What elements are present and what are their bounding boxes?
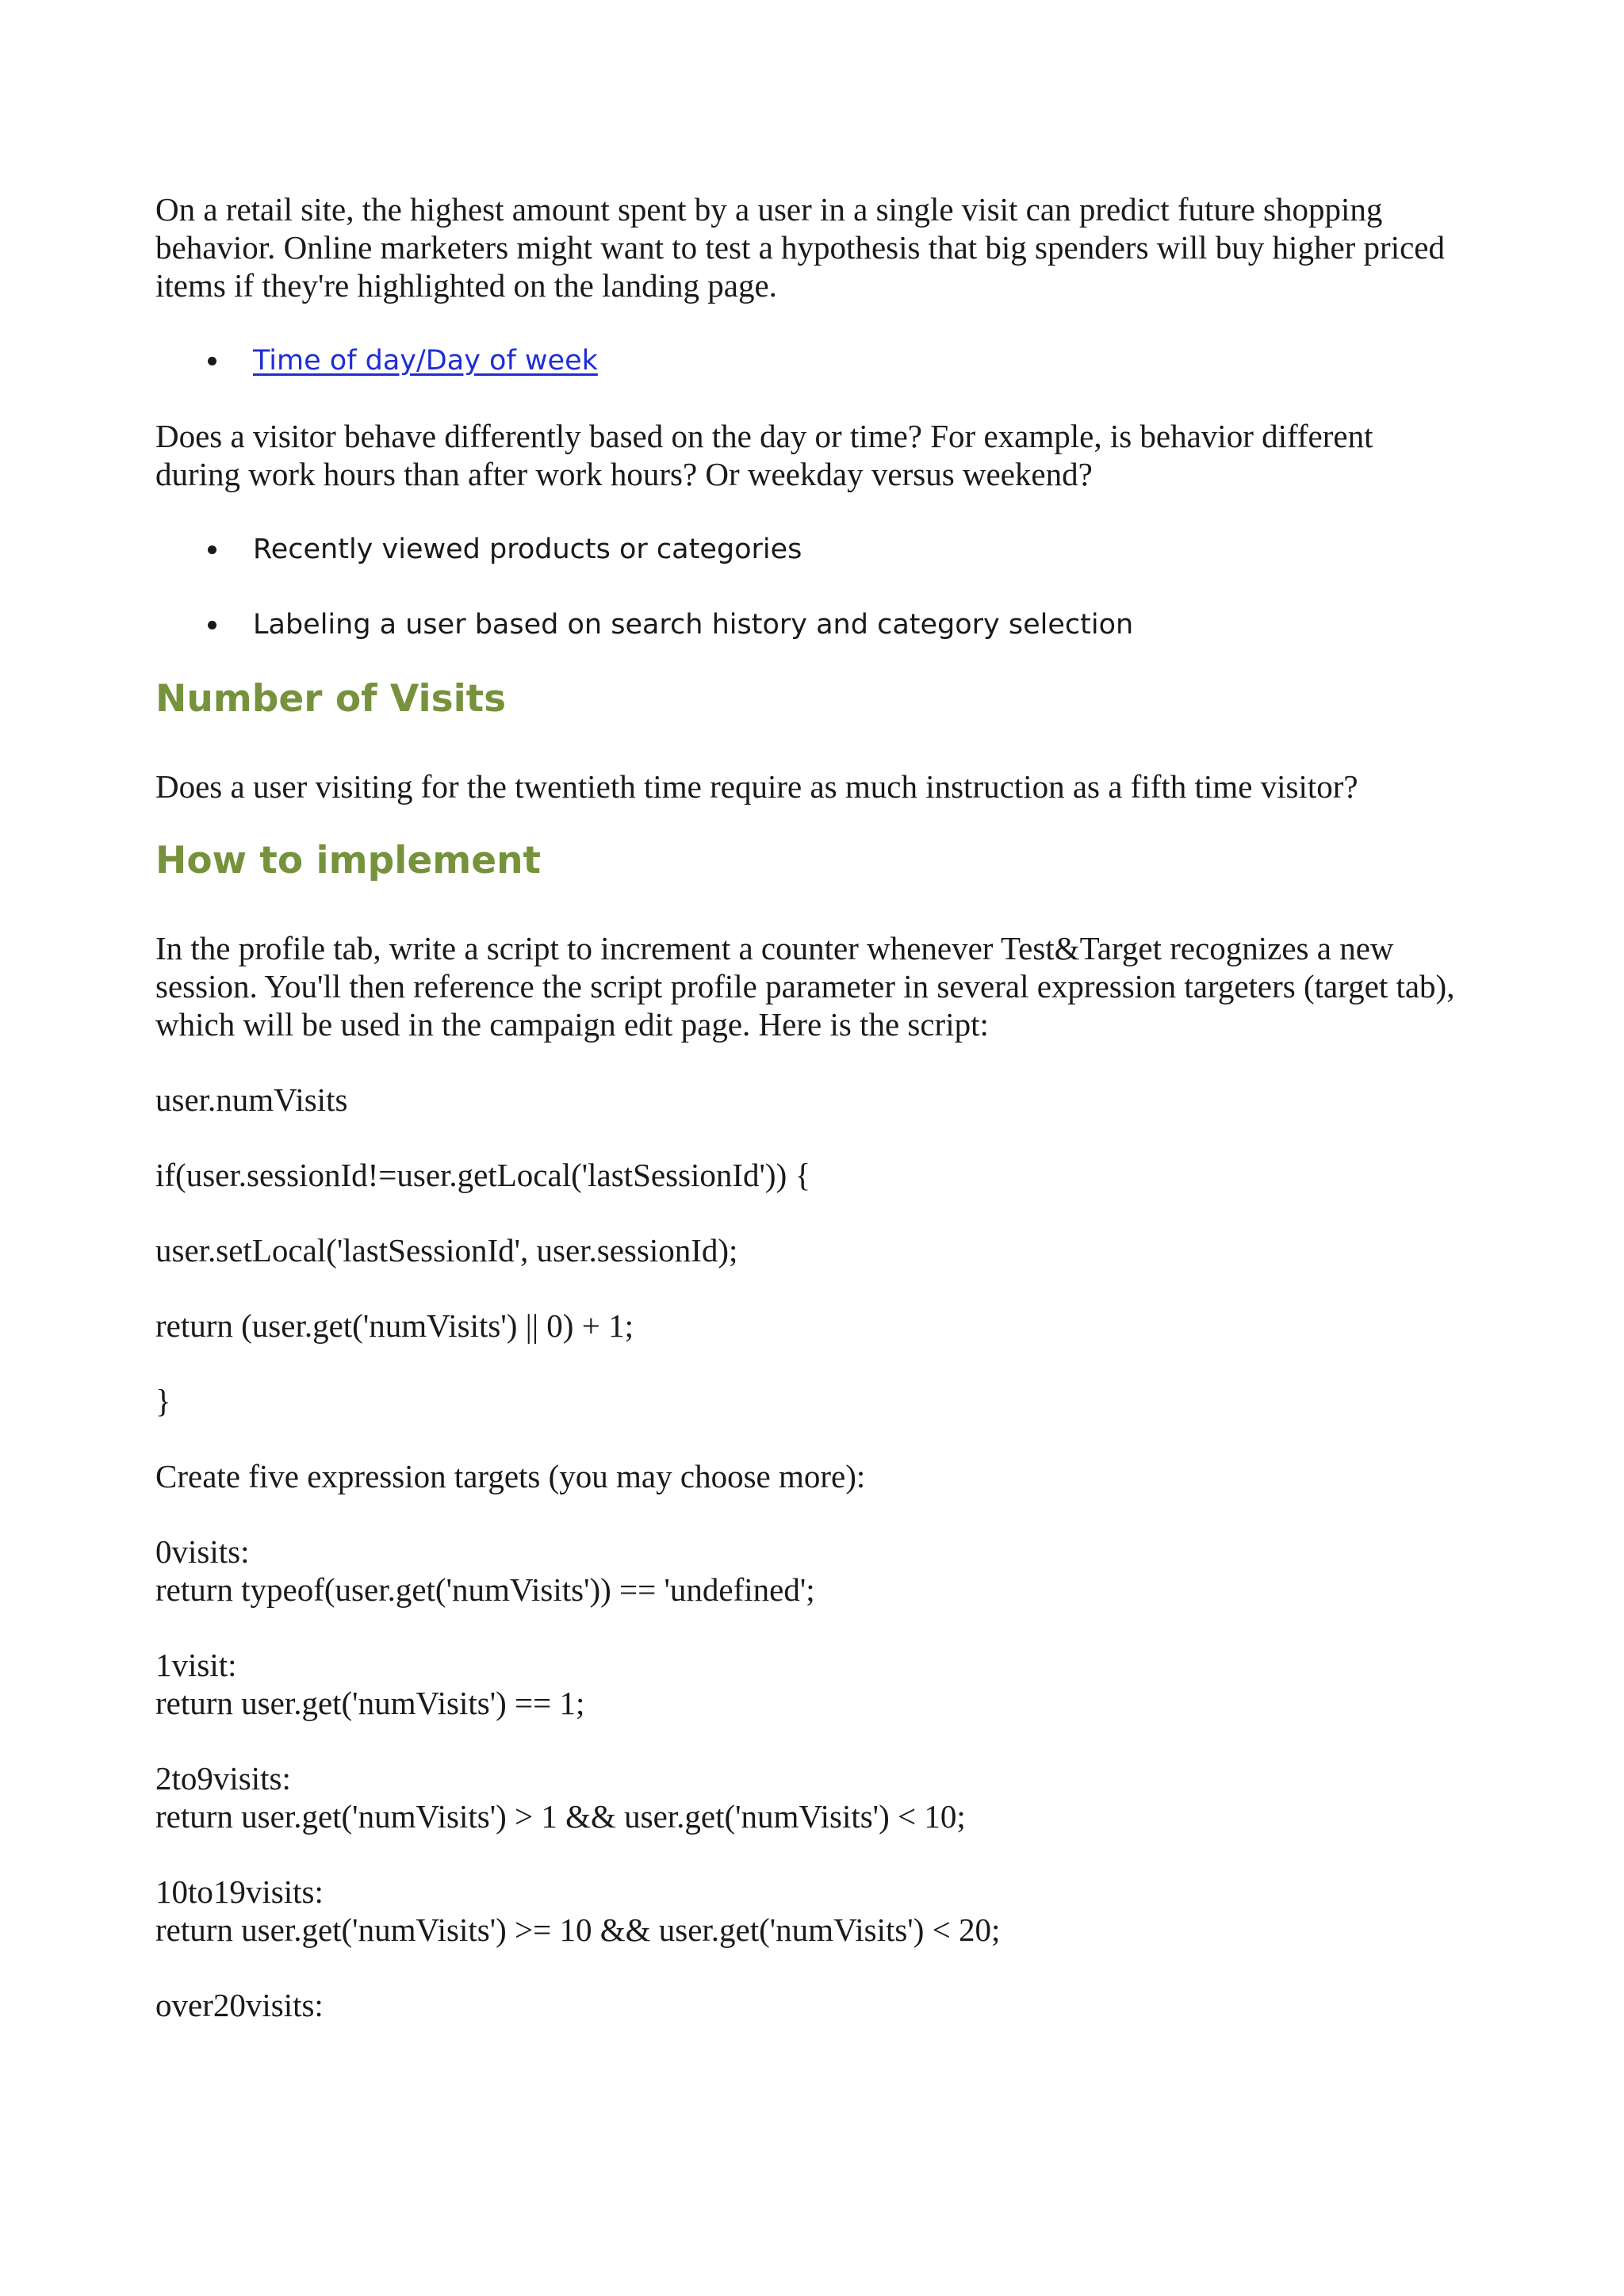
target-2to9visits <box>155 1759 1503 1835</box>
target-expression: return typeof(user.get('numVisits')) == 'undefined'; <box>155 1571 815 1608</box>
time-of-day-link[interactable]: Time of day/Day of week <box>253 345 598 377</box>
text-line: items if they're highlighted on the landing page. <box>155 267 777 304</box>
target-10to19visits <box>155 1873 1503 1949</box>
target-name: 1visit: <box>155 1647 237 1683</box>
target-1visit <box>155 1646 1503 1722</box>
target-expression: return user.get('numVisits') >= 10 && user.get('numVisits') < 20; <box>155 1911 1001 1948</box>
paragraph-profile-tab <box>155 929 1503 1043</box>
target-name: 0visits: <box>155 1533 250 1570</box>
script-line: user.numVisits <box>155 1081 348 1118</box>
recently-viewed-text: Recently viewed products or categories <box>253 534 802 565</box>
text-line: session. You'll then reference the script profile parameter in several expression targeters (target tab), <box>155 968 1455 1004</box>
heading-how-to-implement: How to implement <box>155 839 542 882</box>
bullet-icon <box>208 621 216 629</box>
list-item <box>155 530 1503 568</box>
bullet-list-time <box>155 342 1503 380</box>
heading-number-of-visits: Number of Visits <box>155 677 507 721</box>
target-0visits <box>155 1533 1503 1609</box>
paragraph-day-time <box>155 417 1503 493</box>
list-item <box>155 342 1503 380</box>
target-name: over20visits: <box>155 1987 324 2023</box>
bullet-icon <box>208 357 216 365</box>
script-line: return (user.get('numVisits') || 0) + 1; <box>155 1307 634 1344</box>
text-line: behavior. Online marketers might want to test a hypothesis that big spenders will buy higher priced <box>155 229 1445 266</box>
target-expression: return user.get('numVisits') > 1 && user.get('numVisits') < 10; <box>155 1798 966 1835</box>
text-line: Does a visitor behave differently based on the day or time? For example, is behavior different <box>155 418 1373 454</box>
paragraph-big-spenders <box>155 190 1503 304</box>
text-line: On a retail site, the highest amount spent by a user in a single visit can predict future shopping <box>155 191 1383 228</box>
target-name: 2to9visits: <box>155 1760 291 1797</box>
text-line: In the profile tab, write a script to increment a counter whenever Test&Target recognizes a new <box>155 930 1394 966</box>
target-name: 10to19visits: <box>155 1873 324 1910</box>
script-line: if(user.sessionId!=user.getLocal('lastSessionId')) { <box>155 1157 811 1193</box>
script-line: user.setLocal('lastSessionId', user.sessionId); <box>155 1232 738 1269</box>
bullet-icon <box>208 545 216 554</box>
labeling-user-text: Labeling a user based on search history and category selection <box>253 609 1134 641</box>
target-expression: return user.get('numVisits') == 1; <box>155 1685 585 1721</box>
paragraph-create-targets: Create five expression targets (you may choose more): <box>155 1458 866 1494</box>
script-line: } <box>155 1383 171 1419</box>
text-line: during work hours than after work hours? Or weekday versus weekend? <box>155 456 1093 492</box>
list-item <box>155 606 1503 644</box>
paragraph-twentieth-visit: Does a user visiting for the twentieth time require as much instruction as a fifth time visitor? <box>155 768 1358 805</box>
bullet-list-behaviors <box>155 530 1503 644</box>
document-page <box>155 190 1503 2024</box>
target-over20visits <box>155 1986 1503 2024</box>
text-line: which will be used in the campaign edit page. Here is the script: <box>155 1006 989 1043</box>
